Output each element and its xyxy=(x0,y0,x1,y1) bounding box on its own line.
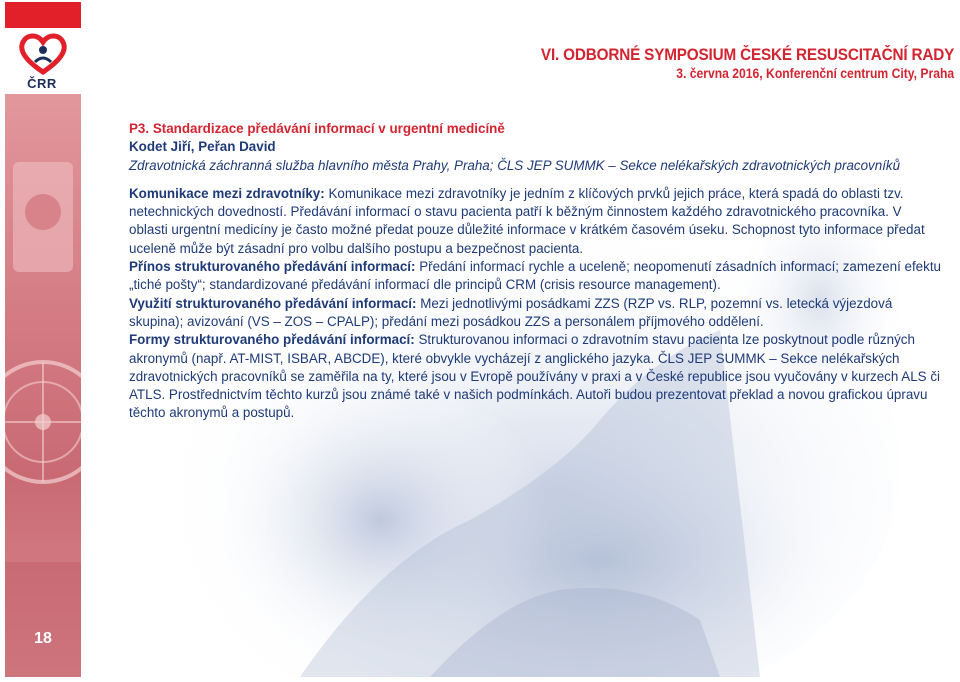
paragraph-lead: Komunikace mezi zdravotníky: xyxy=(129,185,325,201)
astronomical-clock-image xyxy=(5,2,81,677)
paragraph-usage xyxy=(129,295,941,332)
paragraph-text: Strukturovanou informaci o zdravotním stavu pacienta lze poskytnout podle různých akronymů (např. AT-MIST, ISBAR, ABCDE), které obvykle vycházejí z anglického jazyka. ČLS JEP SUMMK – Sekce nelékařských zdravotnických pracovníků se zaměřila na ty, které jsou v Evropě používány v praxi a v České republice jsou vyučovány v kurzech ALS či ATLS. Prostřednictvím těchto kurzů jsou známé také v našich podmínkách. Autoři budou prezentovat překlad a novou grafickou úpravu těchto akronymů a postupů. xyxy=(129,332,941,421)
header xyxy=(495,44,954,83)
paragraph-text: Komunikace mezi zdravotníky je jedním z klíčových prvků jejich práce, která spadá do oblasti tzv. netechnických dovedností. Předávání informací o stavu pacienta patří k běžným činnostem každého zdravotnického pracovníka. V oblasti urgentní medicíny je často možné předat pouze důležité informace v krátkém časovém úseku. Schopnost tyto informace předat uceleně může být zásadní pro volbu dalšího postupu a bezpečnost pacienta. xyxy=(129,185,925,256)
paragraph-lead: Využití strukturovaného předávání informací: xyxy=(129,295,417,311)
header-title: VI. ODBORNÉ SYMPOSIUM ČESKÉ RESUSCITAČNÍ RADY xyxy=(540,45,954,64)
paragraph-lead: Formy strukturovaného předávání informací: xyxy=(129,332,415,348)
paragraph-forms xyxy=(129,331,941,422)
logo-red-band xyxy=(5,2,81,28)
abstract-affiliation: Zdravotnická záchranná služba hlavního města Prahy, Praha; ČLS JEP SUMMK – Sekce nelékařských zdravotnických pracovníků xyxy=(129,157,901,173)
paragraph-text: Předání informací rychle a uceleně; neopomenutí zásadních informací; zamezení efektu „tiché pošty“; standardizované předávání informací dle principů CRM (crisis resource management). xyxy=(129,259,941,293)
heart-logo-icon xyxy=(5,28,81,78)
logo-text: ČRR xyxy=(27,76,57,91)
paragraph-text: Mezi jednotlivými posádkami ZZS (RZP vs. RLP, pozemní vs. letecká výjezdová skupina); avizování (VS – ZOS – CPALP); předání mezi posádkou ZZS a personálem příjmového oddělení. xyxy=(129,295,893,329)
paragraph-communication xyxy=(129,185,941,258)
page-number: 18 xyxy=(34,630,52,647)
left-decorative-strip xyxy=(5,2,81,677)
paragraph-benefits xyxy=(129,258,941,295)
abstract-title: P3. Standardizace předávání informací v urgentní medicíně xyxy=(129,121,505,136)
abstract-authors: Kodet Jiří, Peřan David xyxy=(129,139,276,155)
abstract xyxy=(129,120,941,423)
paragraph-lead: Přínos strukturovaného předávání informací: xyxy=(129,259,416,275)
header-subtitle: 3. června 2016, Konferenční centrum City, Praha xyxy=(676,66,954,81)
